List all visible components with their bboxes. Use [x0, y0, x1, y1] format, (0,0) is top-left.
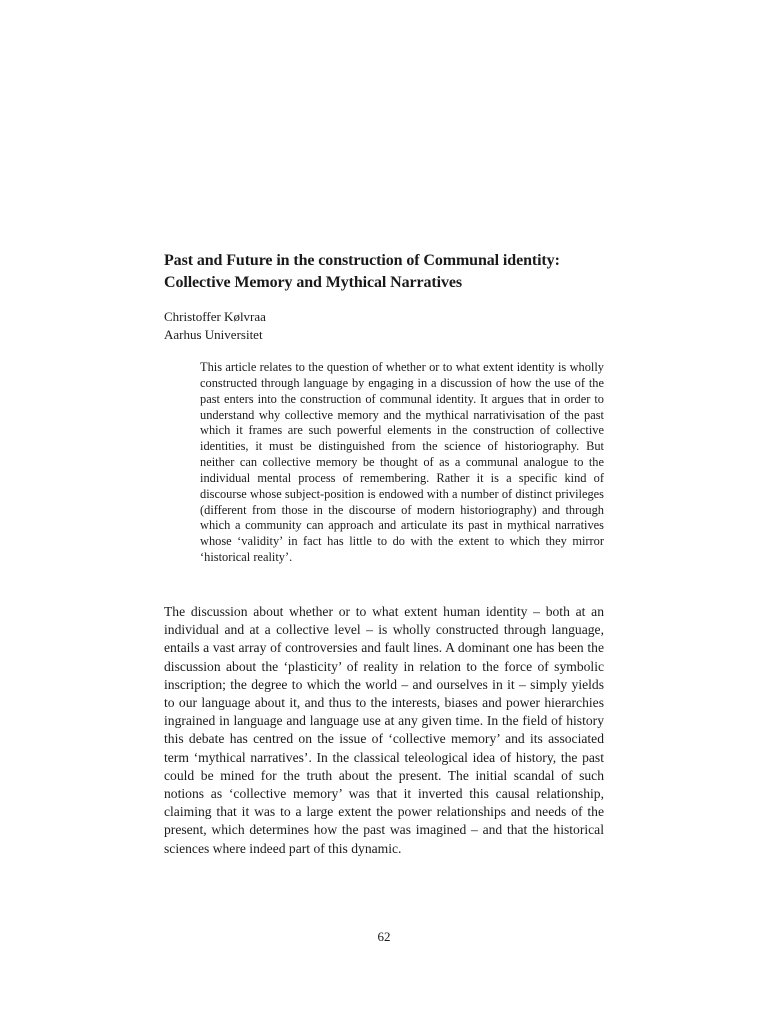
article-title-line-2: Collective Memory and Mythical Narratives	[164, 274, 463, 291]
author-block	[164, 308, 266, 344]
author-name: Christoffer Kølvraa	[164, 309, 266, 324]
body-paragraph: The discussion about whether or to what extent human identity – both at an individual and at a collective level – is wholly constructed through language, entails a vast array of controversies and fault lines. A dominant one has been the discussion about the ‘plasticity’ of reality in relation to the force of symbolic inscription; the degree to which the world – and ourselves in it – simply yields to our language about it, and thus to the interests, biases and power hierarchies ingrained in language and language use at any given time. In the field of history this debate has centred on the issue of ‘collective memory’ and its associated term ‘mythical narratives’. In the classical teleological idea of history, the past could be mined for the truth about the present. The initial scandal of such notions as ‘collective memory’ was that it inverted this causal relationship, claiming that it was to a large extent the power relationships and needs of the present, which determines how the past was imagined – and that the historical sciences where indeed part of this dynamic.	[164, 604, 604, 856]
abstract: This article relates to the question of whether or to what extent identity is wholly constructed through language by engaging in a discussion of how the use of the past enters into the construction of communal identity. It argues that in order to understand why collective memory and the mythical narrativisation of the past which it frames are such powerful elements in the construction of collective identities, it must be distinguished from the science of historiography. But neither can collective memory be thought of as a communal analogue to the individual mental process of remembering. Rather it is a specific kind of discourse whose subject-position is endowed with a number of distinct privileges (different from those in the discourse of modern historiography) and through which a community can approach and articulate its past in mythical narratives whose ‘validity’ in fact has little to do with the extent to which they mirror ‘historical reality’.	[200, 360, 604, 565]
article-title-line-1: Past and Future in the construction of Communal identity:	[164, 252, 560, 269]
page-number: 62	[377, 929, 391, 944]
article-title	[164, 250, 624, 294]
author-affiliation: Aarhus Universitet	[164, 327, 263, 342]
